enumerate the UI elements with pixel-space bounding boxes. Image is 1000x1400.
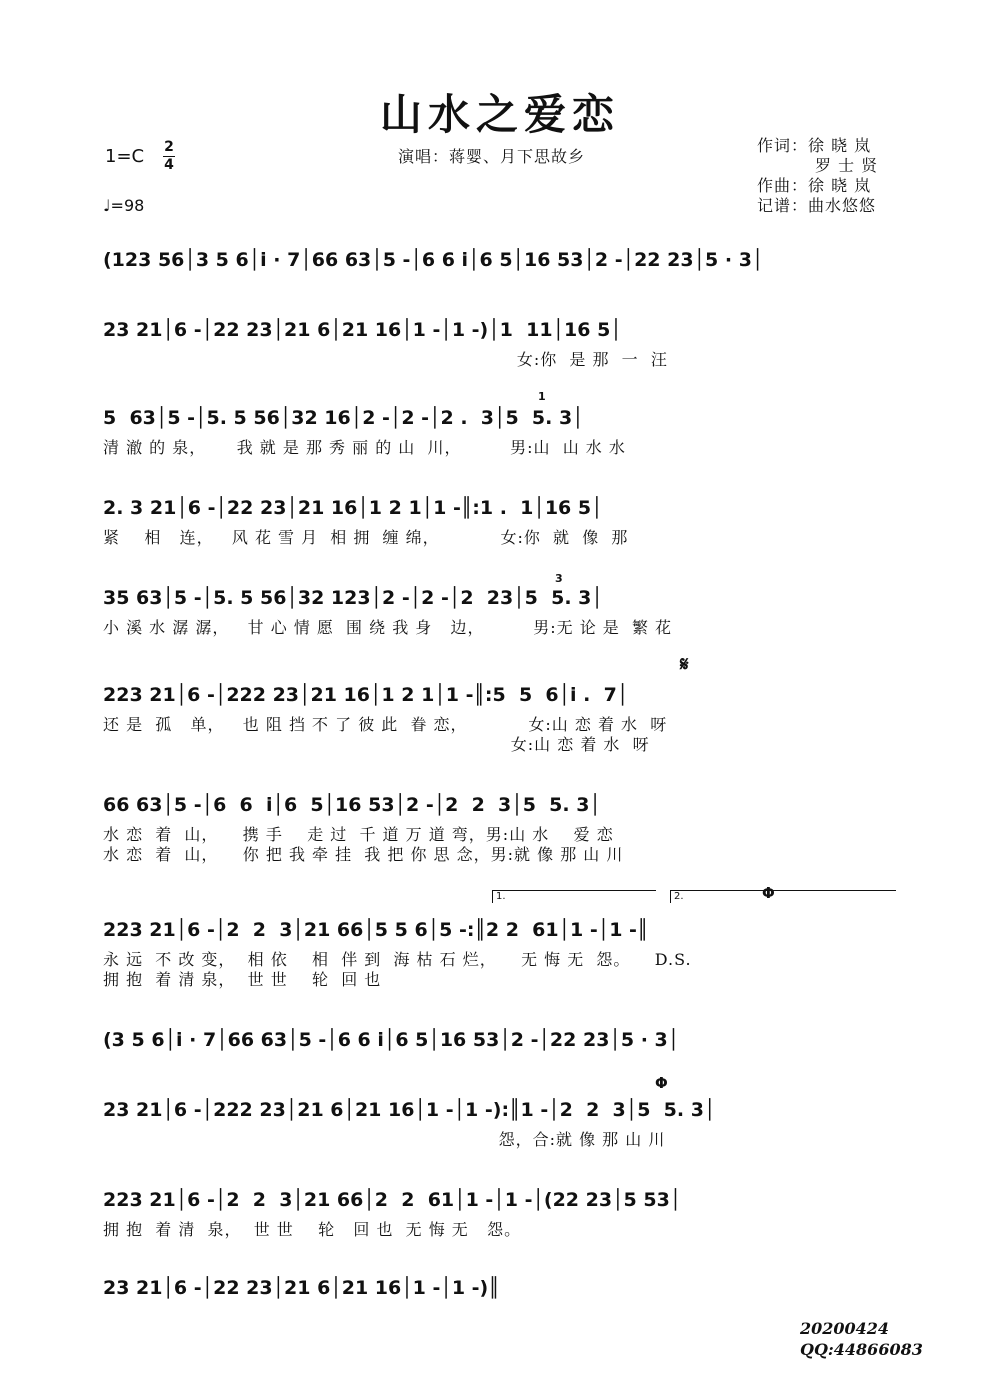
- lyric-line-1: 清 澈 的 泉， 我 就 是 那 秀 丽 的 山 川， 男:山 山 水 水: [103, 438, 626, 457]
- lyric-line-1: 小 溪 水 潺 潺， 甘 心 情 愿 围 绕 我 身 边， 男:无 论 是 繁 花: [103, 618, 673, 637]
- system-8: [103, 910, 898, 990]
- footer: [800, 1318, 923, 1360]
- coda-mark-2: Φ: [655, 1074, 668, 1092]
- lyric-line-1: 还 是 孤 单， 也 阻 挡 不 了 彼 此 眷 恋， 女:山 恋 着 水 呀: [103, 715, 668, 734]
- notes-line: (3 5 6│i · 7│66 63│5 -│6 6 i│6 5│16 53│2 -│22 23│5 · 3│: [103, 1029, 680, 1051]
- system-10: [103, 1090, 898, 1150]
- footer-qq: QQ:44866083: [800, 1340, 923, 1359]
- tempo-marking: ♩=98: [103, 196, 145, 215]
- system-11: [103, 1180, 898, 1240]
- volta-2-bracket: [670, 890, 896, 903]
- lyricist-2: 罗 士 贤: [815, 156, 879, 175]
- composer: 作曲：徐 晓 岚: [757, 176, 872, 195]
- lyric-line-2: 水 恋 着 山， 你 把 我 牵 挂 我 把 你 思 念，男:就 像 那 山 川: [103, 845, 624, 864]
- notes-line: (123 56│3 5 6│i · 7│66 63│5 -│6 6 i│6 5│16 53│2 -│22 23│5 · 3│: [103, 249, 764, 271]
- lyric-line-1: 永 远 不 改 变， 相 依 相 伴 到 海 枯 石 烂， 无 悔 无 怨。 D.S.: [103, 950, 692, 969]
- segno-mark: 𝄋: [680, 652, 689, 676]
- lyric-line-2: 拥 抱 着 清 泉， 世 世 轮 回 也: [103, 970, 382, 989]
- notes-line: 2. 3 21│6 -│22 23│21 16│1 2 1│1 -║:1 . 1│16 5│: [103, 497, 603, 519]
- coda-mark: Φ: [762, 884, 775, 902]
- notes-line: 23 21│6 -│22 23│21 6│21 16│1 -│1 -)║: [103, 1277, 500, 1299]
- system-5: [103, 578, 898, 638]
- lyric-line-1: 拥 抱 着 清 泉， 世 世 轮 回 也 无 悔 无 怨。: [103, 1220, 522, 1239]
- notes-line: 223 21│6 -│222 23│21 16│1 2 1│1 -║:5 5 6│i . 7│: [103, 684, 629, 706]
- footer-date: 20200424: [800, 1319, 890, 1338]
- system-1: [103, 240, 898, 280]
- system-3: [103, 398, 898, 458]
- notes-line: 66 63│5 -│6 6 i│6 5│16 53│2 -│2 2 3│5 5. 3│: [103, 794, 601, 816]
- notes-line: 23 21│6 -│22 23│21 6│21 16│1 -│1 -)│1 11│16 5│: [103, 319, 622, 341]
- time-top: 2: [164, 139, 174, 155]
- transcriber: 记谱：曲水悠悠: [757, 196, 877, 215]
- system-2: [103, 310, 898, 370]
- notes-line: 5 63│5 -│5. 5 56│32 16│2 -│2 -│2 . 3│5 5. 3│: [103, 407, 584, 429]
- volta-1-label: 1.: [496, 891, 506, 902]
- time-bottom: 4: [164, 157, 174, 173]
- credits: [757, 136, 878, 216]
- ending-3-mark: 3: [555, 572, 563, 585]
- time-signature: [163, 140, 175, 173]
- system-12: [103, 1268, 898, 1308]
- system-9: [103, 1020, 898, 1060]
- lyric-line-1: 女:你 是 那 一 汪: [103, 350, 668, 369]
- volta-1-bracket: [492, 890, 656, 903]
- notes-line: 223 21│6 -│2 2 3│21 66│5 5 6│5 -:║2 2 61│1 -│1 -║: [103, 919, 649, 941]
- volta-2-label: 2.: [674, 891, 684, 902]
- lyric-line-1: 紧 相 连， 风 花 雪 月 相 拥 缠 绵， 女:你 就 像 那: [103, 528, 629, 547]
- lyricist: 作词：徐 晓 岚: [757, 136, 872, 155]
- notes-line: 35 63│5 -│5. 5 56│32 123│2 -│2 -│2 23│5 5. 3│: [103, 587, 603, 609]
- system-7: [103, 785, 898, 865]
- notes-line: 223 21│6 -│2 2 3│21 66│2 2 61│1 -│1 -│(22 23│5 53│: [103, 1189, 682, 1211]
- system-4: [103, 488, 898, 548]
- lyric-line-2: 女:山 恋 着 水 呀: [103, 735, 650, 754]
- ending-1-mark: 1: [538, 390, 546, 403]
- key-signature: 1=C: [105, 146, 145, 167]
- song-title: 山水之爱恋: [379, 90, 620, 139]
- singer-credit: 演唱：蒋婴、月下思故乡: [398, 147, 586, 166]
- notes-line: 23 21│6 -│222 23│21 6│21 16│1 -│1 -):║1 -│2 2 3│5 5. 3│: [103, 1099, 716, 1121]
- system-6: [103, 675, 898, 755]
- lyric-line-1: 怨，合:就 像 那 山 川: [103, 1130, 666, 1149]
- lyric-line-1: 水 恋 着 山， 携 手 走 过 千 道 万 道 弯，男:山 水 爱 恋: [103, 825, 614, 844]
